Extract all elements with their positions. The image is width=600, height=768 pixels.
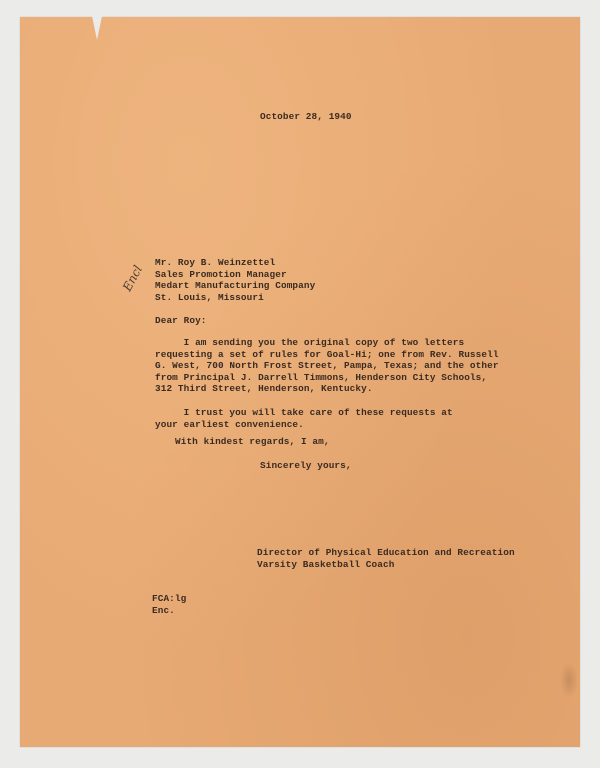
paragraph-line: 312 Third Street, Henderson, Kentucky. xyxy=(155,383,373,395)
signature-title: Varsity Basketball Coach xyxy=(257,558,395,570)
recipient-name: Mr. Roy B. Weinzettel xyxy=(155,257,276,268)
reference-initials: FCA:lg xyxy=(152,593,187,604)
enclosure-notation: Enc. xyxy=(152,604,175,616)
body-paragraph-1 xyxy=(155,337,499,395)
letter-date: October 28, 1940 xyxy=(260,111,352,122)
paragraph-line: requesting a set of rules for Goal-Hi; one from Rev. Russell xyxy=(155,348,499,360)
letter-page xyxy=(20,17,580,747)
recipient-company: Medart Manufacturing Company xyxy=(155,280,316,292)
paragraph-line: from Principal J. Darrell Timmons, Henderson City Schools, xyxy=(155,371,488,383)
signature-title: Director of Physical Education and Recreation xyxy=(257,547,515,558)
reference-block xyxy=(152,593,186,616)
torn-corner xyxy=(92,16,102,40)
paragraph-line: I trust you will take care of these requests at xyxy=(155,407,453,418)
recipient-address xyxy=(155,257,315,303)
handwritten-note: Encl xyxy=(120,263,146,294)
closing-line: Sincerely yours, xyxy=(260,460,352,471)
regards-line: With kindest regards, I am, xyxy=(175,436,330,447)
body-paragraph-2 xyxy=(155,407,453,430)
paragraph-line: G. West, 700 North Frost Street, Pampa, Texas; and the other xyxy=(155,360,499,372)
paragraph-line: your earliest convenience. xyxy=(155,418,304,430)
salutation: Dear Roy: xyxy=(155,315,207,326)
recipient-location: St. Louis, Missouri xyxy=(155,291,264,303)
paper-stain xyxy=(560,662,578,698)
recipient-title: Sales Promotion Manager xyxy=(155,268,287,280)
paragraph-line: I am sending you the original copy of two letters xyxy=(155,337,465,348)
signature-block xyxy=(257,547,515,570)
